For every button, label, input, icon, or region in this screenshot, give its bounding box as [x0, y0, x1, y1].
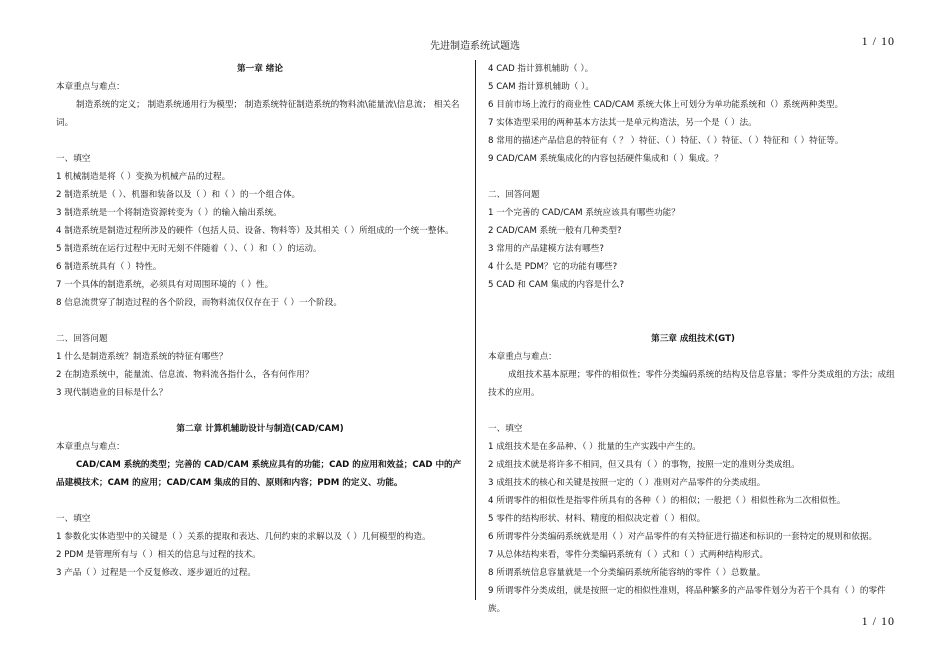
chapter3-focus-text: 成组技术基本原理；零件的相似性；零件分类编码系统的结构及信息容量；零件分类成组的方法；成组技术的应用。: [488, 370, 895, 398]
list-item: 1 什么是制造系统？制造系统的特征有哪些？: [56, 352, 228, 362]
list-item: 5 CAD 和 CAM 集成的内容是什么?: [488, 280, 625, 290]
list-item: 9 CAD/CAM 系统集成化的内容包括硬件集成和（ ）集成。？: [488, 154, 723, 164]
chapter2-fill-heading: 一、填空: [56, 514, 91, 524]
list-item: 2 在制造系统中，能量流、信息流、物料流各指什么，各有何作用？: [56, 370, 314, 380]
chapter2-qa-heading: 二、回答问题: [488, 190, 540, 200]
list-item: 3 制造系统是一个将制造资源转变为（ ）的输入输出系统。: [56, 208, 282, 218]
list-item: 7 实体造型采用的两种基本方法其一是单元构造法，另一个是（ ）法。: [488, 118, 757, 128]
page-number-bottom: 1 / 10: [861, 614, 895, 628]
chapter1-focus-label: 本章重点与难点：: [56, 82, 125, 92]
list-item: 8 信息流贯穿了制造过程的各个阶段，而物料流仅仅存在于（ ）一个阶段。: [56, 298, 342, 308]
chapter1-title: 第一章 绪论: [237, 64, 283, 74]
chapter3-focus-label: 本章重点与难点：: [488, 352, 557, 362]
list-item: 3 常用的产品建模方法有哪些?: [488, 244, 604, 254]
chapter2-title: 第二章 计算机辅助设计与制造(CAD/CAM): [176, 424, 344, 434]
left-column: [56, 60, 464, 582]
list-item: 5 制造系统在运行过程中无时无刻不伴随着（ ）、（ ）和（ ）的运动。: [56, 244, 322, 254]
list-item: 1 机械制造是将（ ）变换为机械产品的过程。: [56, 172, 231, 182]
chapter2-focus-label: 本章重点与难点：: [56, 442, 125, 452]
list-item: 4 CAD 指计算机辅助（ ）。: [488, 64, 594, 74]
column-divider: [475, 60, 476, 600]
list-item: 6 目前市场上流行的商业性 CAD/CAM 系统大体上可划分为单功能系统和（）系统两种类型。: [488, 100, 844, 110]
chapter1-focus-text: 制造系统的定义； 制造系统通用行为模型； 制造系统特征制造系统的物料流\能量流\信息流； 相关名词。: [56, 100, 460, 128]
list-item: 2 成组技术就是将许多不相同，但又具有（ ）的事物，按照一定的准则分类成组。: [488, 460, 800, 470]
list-item: 8 常用的描述产品信息的特征有（ ？ ）特征、（ ）特征、（ ）特征、（ ）特征和（ ）特征等。: [488, 136, 844, 146]
chapter2-focus-text: CAD/CAM 系统的类型；完善的 CAD/CAM 系统应具有的功能；CAD 的应用和效益；CAD 中的产品建模技术；CAM 的应用；CAD/CAM 集成的目的、原则和内容；PDM 的定义、功能。: [56, 460, 462, 488]
right-column: [488, 60, 898, 618]
list-item: 3 现代制造业的目标是什么？: [56, 388, 168, 398]
list-item: 3 成组技术的核心和关键是按照一定的（ ）准则对产品零件的分类成组。: [488, 478, 766, 488]
list-item: 2 制造系统是（ ）、机器和装备以及（ ）和（ ）的一个组合体。: [56, 190, 301, 200]
chapter1-qa-heading: 二、回答问题: [56, 334, 108, 344]
list-item: 7 一个具体的制造系统，必须具有对周围环境的（ ）性。: [56, 280, 274, 290]
document-title: 先进制造系统试题选: [430, 41, 520, 52]
list-item: 2 CAD/CAM 系统一般有几种类型?: [488, 226, 622, 236]
list-item: 2 PDM 是管理所有与（ ）相关的信息与过程的技术。: [56, 550, 261, 560]
list-item: 1 一个完善的 CAD/CAM 系统应该具有哪些功能？: [488, 208, 680, 218]
list-item: 6 制造系统具有（ ）特性。: [56, 262, 162, 272]
list-item: 5 CAM 指计算机辅助（ ）。: [488, 82, 595, 92]
list-item: 9 所谓零件分类成组，就是按照一定的相似性准则，将品种繁多的产品零件划分为若干个具有（ ）的零件族。: [488, 586, 886, 614]
chapter3-title: 第三章 成组技术(GT): [651, 334, 735, 344]
chapter3-fill-heading: 一、填空: [488, 424, 523, 434]
chapter1-fill-heading: 一、填空: [56, 154, 91, 164]
list-item: 5 零件的结构形状、材料、精度的相似决定着（ ）相似。: [488, 514, 706, 524]
list-item: 4 所谓零件的相似性是指零件所具有的各种（ ）的相似；一般把（ ）相似性称为二次相似性。: [488, 496, 846, 506]
list-item: 3 产品（ ）过程是一个反复修改、逐步逼近的过程。: [56, 568, 256, 578]
list-item: 4 什么是 PDM？它的功能有哪些?: [488, 262, 618, 272]
list-item: 7 从总体结构来看，零件分类编码系统有（ ）式和（ ）式两种结构形式。: [488, 550, 769, 560]
page-number-top: 1 / 10: [861, 34, 895, 48]
list-item: 8 所谓系统信息容量就是一个分类编码系统所能容纳的零件（ ）总数量。: [488, 568, 766, 578]
list-item: 1 成组技术是在多品种、（ ）批量的生产实践中产生的。: [488, 442, 701, 452]
list-item: 4 制造系统是制造过程所涉及的硬件（包括人员、设备、物料等）及其相关（ ）所组成的一个统一整体。: [56, 226, 454, 236]
list-item: 1 参数化实体造型中的关键是（ ）关系的提取和表达、几何约束的求解以及（ ）几何模型的构造。: [56, 532, 431, 542]
list-item: 6 所谓零件分类编码系统就是用（ ）对产品零件的有关特征进行描述和标识的一套特定的规则和依据。: [488, 532, 878, 542]
